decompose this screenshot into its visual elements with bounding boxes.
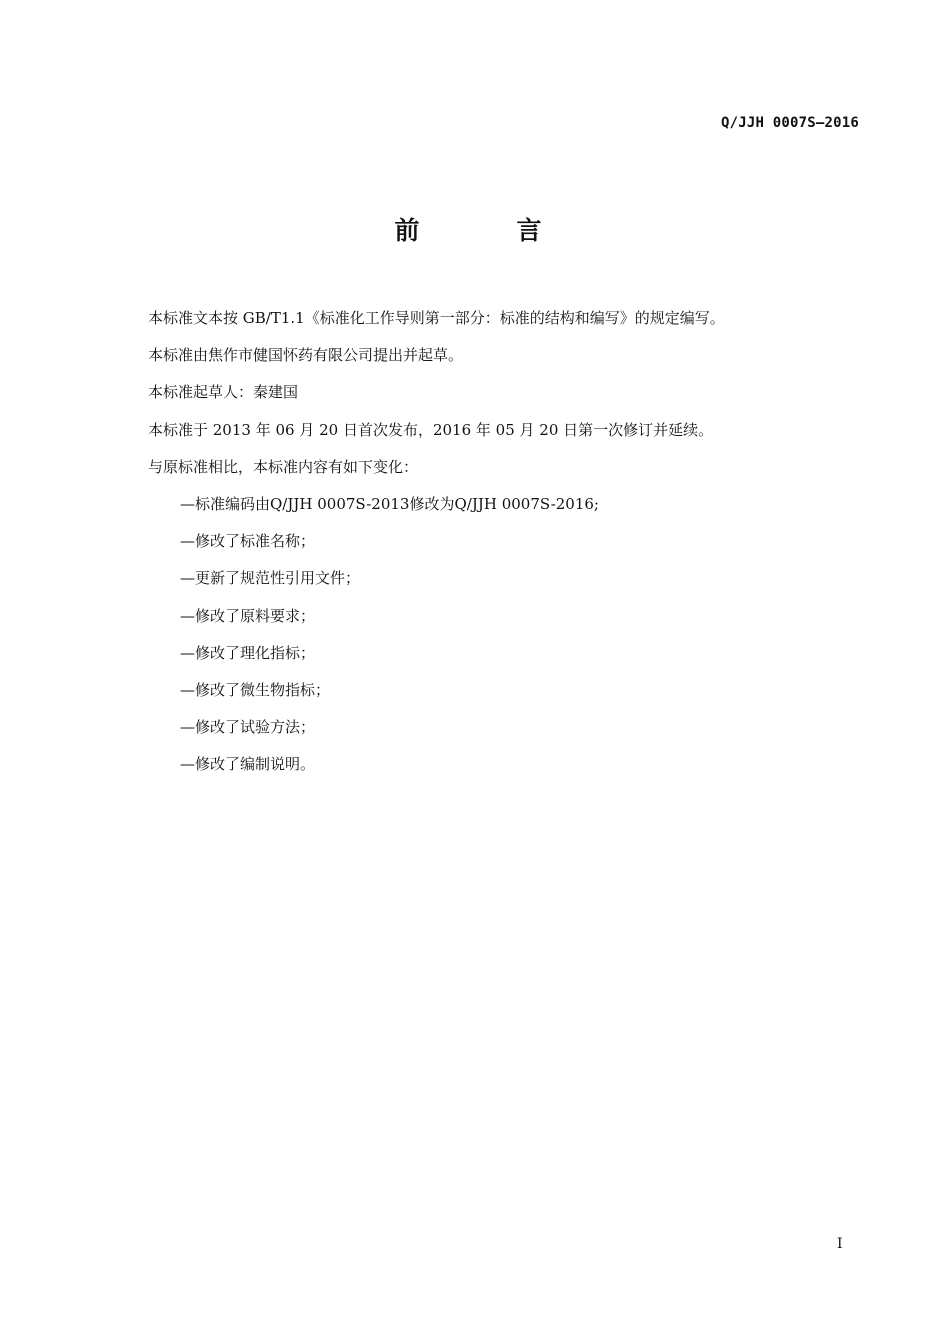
paragraph-drafter: 本标准起草人：秦建国 <box>148 383 299 402</box>
list-item: —修改了原料要求； <box>180 606 316 625</box>
list-item: —修改了编制说明。 <box>180 755 316 774</box>
list-item: —修改了微生物指标； <box>180 680 331 699</box>
document-code: Q/JJH 0007S—2016 <box>720 115 859 131</box>
list-item: —修改了试验方法； <box>180 718 316 737</box>
list-item: —修改了理化指标； <box>180 643 316 662</box>
paragraph-drafting-rule: 本标准文本按 GB/T1.1《标准化工作导则第一部分：标准的结构和编写》的规定编写。 <box>148 309 725 327</box>
list-item: —更新了规范性引用文件； <box>180 569 361 588</box>
changes-list <box>148 490 848 788</box>
paragraph-release-history: 本标准于 2013 年 06 月 20 日首次发布，2016 年 05 月 20 日第一次修订并延续。 <box>148 420 714 439</box>
paragraph-changes-intro: 与原标准相比，本标准内容有如下变化： <box>148 457 419 476</box>
paragraph-proposer: 本标准由焦作市健国怀药有限公司提出并起草。 <box>148 346 464 365</box>
list-item: —标准编码由Q/JJH 0007S-2013修改为Q/JJH 0007S-2016; <box>180 494 599 513</box>
foreword-body <box>148 304 848 787</box>
page-title: 前 言 <box>394 216 578 245</box>
page-number: I <box>837 1236 843 1252</box>
list-item: —修改了标准名称； <box>180 532 316 551</box>
